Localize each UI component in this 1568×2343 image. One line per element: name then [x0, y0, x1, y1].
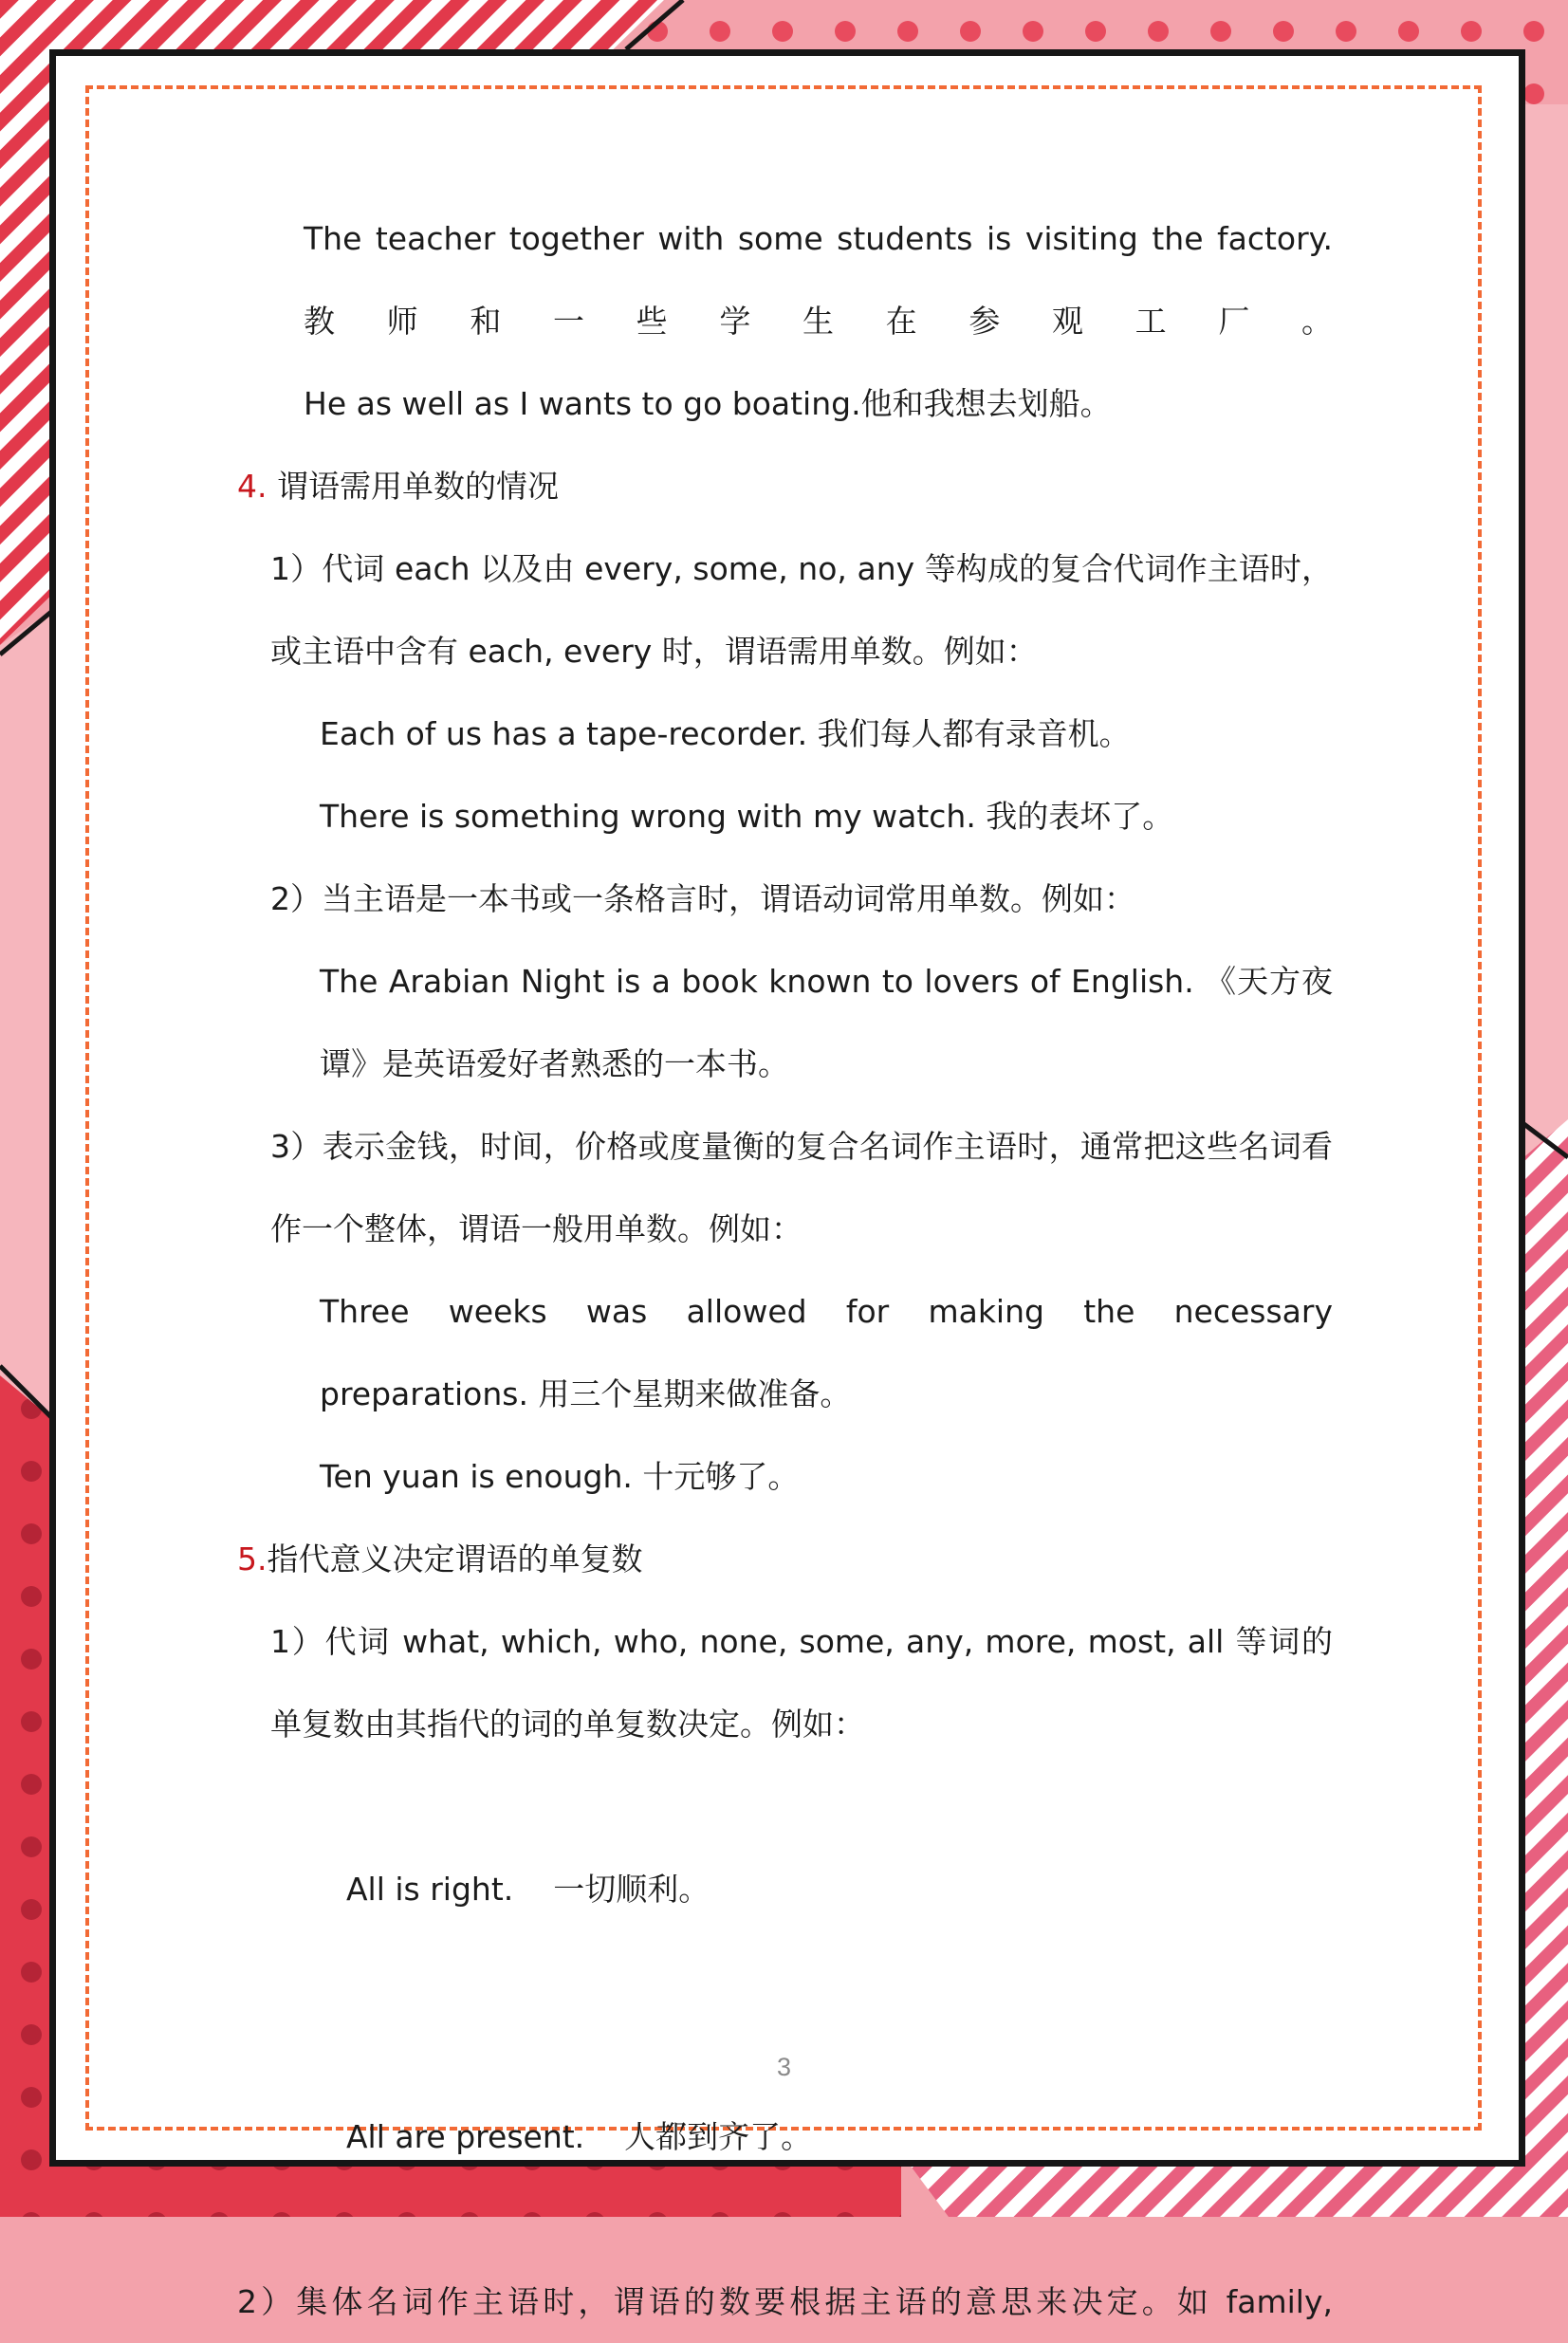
text-line-6: There is something wrong with my watch. 我的表坏了。 — [320, 798, 1174, 835]
paragraph-line — [237, 527, 1333, 692]
text-line-5: Each of us has a tape-recorder. 我们每人都有录音机。 — [320, 715, 1131, 752]
heading-number: 4. — [237, 468, 267, 505]
heading-number: 5. — [237, 1540, 267, 1577]
text-line-9: 3）表示金钱，时间，价格或度量衡的复合名词作主语时，通常把这些名词看作一个整体，谓语一般用单数。例如： — [270, 1128, 1333, 1247]
text-line-1: The teacher together with some students is visiting the factory. 教师和一些学生在参观工厂。 — [304, 220, 1333, 340]
example-line — [237, 1765, 1333, 2013]
paragraph-line — [237, 2260, 1333, 2343]
example-line — [237, 2013, 1333, 2260]
text-line-2: He as well as I wants to go boating.他和我想去划船。 — [304, 385, 1112, 422]
document-body — [237, 197, 1333, 2343]
example-line — [237, 692, 1333, 775]
example-line — [237, 775, 1333, 858]
page-number: 3 — [776, 2053, 792, 2081]
text-line-8: The Arabian Night is a book known to lovers of English. 《天方夜谭》是英语爱好者熟悉的一本书。 — [320, 963, 1333, 1082]
text-line-12: 1）代词 what, which, who, none, some, any, more, most, all 等词的单复数由其指代的词的单复数决定。例如： — [270, 1623, 1333, 1743]
paragraph-line — [237, 362, 1333, 445]
paragraph-line — [237, 1600, 1333, 1765]
heading-text: 谓语需用单数的情况 — [267, 468, 559, 505]
text-line-14: All are present. 人都到齐了。 — [345, 2118, 813, 2155]
section-heading-5 — [237, 1518, 1333, 1600]
text-line-4: 1）代词 each 以及由 every, some, no, any 等构成的复合代词作主语时，或主语中含有 each, every 时，谓语需用单数。例如： — [270, 550, 1333, 670]
paragraph-line — [237, 197, 1333, 362]
example-line — [237, 940, 1333, 1105]
heading-text: 指代意义决定谓语的单复数 — [267, 1540, 643, 1577]
paragraph-line — [237, 858, 1333, 940]
text-line-13: All is right. 一切顺利。 — [345, 1871, 710, 1908]
section-heading-4 — [237, 445, 1333, 527]
text-line-10: Three weeks was allowed for making the necessary preparations. 用三个星期来做准备。 — [320, 1293, 1333, 1412]
text-line-7: 2）当主语是一本书或一条格言时，谓语动词常用单数。例如： — [270, 880, 1135, 917]
example-line — [237, 1270, 1333, 1435]
text-line-15: 2）集体名词作主语时，谓语的数要根据主语的意思来决定。如 family, — [237, 2283, 1333, 2320]
text-line-11: Ten yuan is enough. 十元够了。 — [320, 1458, 800, 1495]
example-line — [237, 1435, 1333, 1518]
paragraph-line — [237, 1105, 1333, 1270]
